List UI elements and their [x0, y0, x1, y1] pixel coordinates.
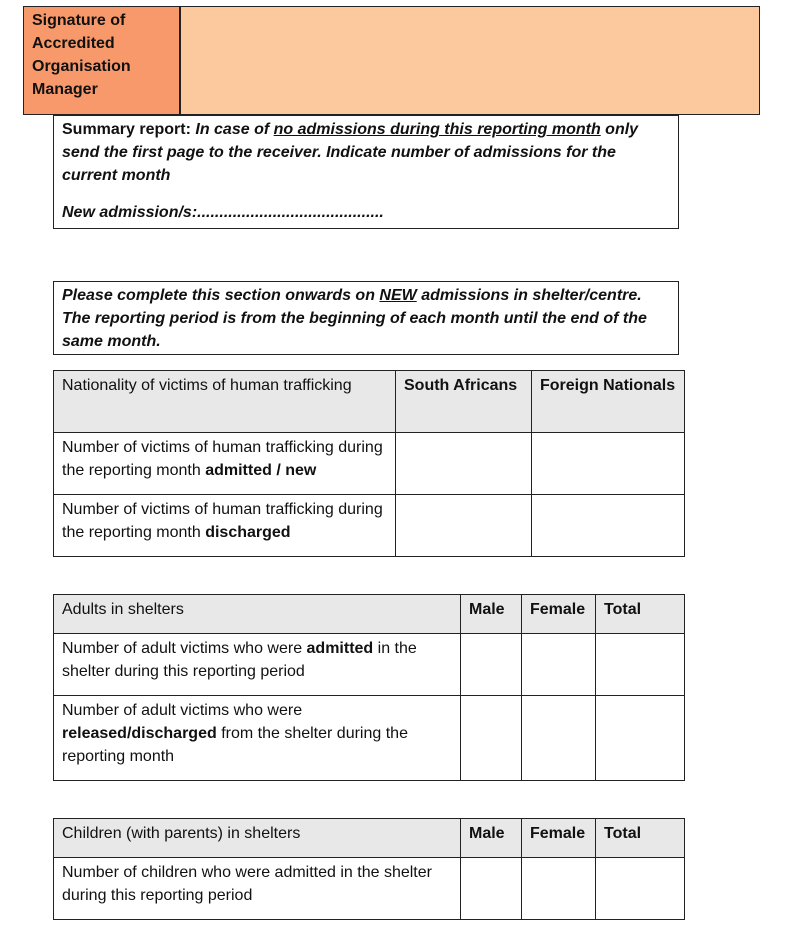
header-female: Female	[522, 819, 596, 858]
cell-foreign-admitted[interactable]	[532, 433, 685, 495]
table-row	[54, 495, 685, 557]
note-text-b: admissions in shelter/centre. The reporting period is from the beginning of each month until the end of the same month.	[62, 287, 647, 350]
row-text-bold: admitted / new	[205, 462, 317, 479]
cell-adult-admitted-female[interactable]	[522, 634, 596, 696]
note-text-a: Please complete this section onwards on	[62, 287, 380, 304]
table-row	[54, 634, 685, 696]
summary-report-box	[53, 115, 679, 229]
note-underlined: NEW	[379, 287, 417, 304]
row-text: Number of adult victims who were	[62, 702, 303, 719]
signature-field[interactable]	[179, 6, 760, 115]
row-label	[54, 634, 461, 696]
adults-table	[53, 594, 685, 781]
row-text-bold: released/discharged	[62, 725, 217, 742]
row-text: Number of victims of human trafficking during the reporting month	[62, 501, 383, 541]
table-row	[54, 696, 685, 781]
row-label	[54, 696, 461, 781]
cell-foreign-discharged[interactable]	[532, 495, 685, 557]
cell-adult-released-male[interactable]	[461, 696, 522, 781]
header-adults: Adults in shelters	[54, 595, 461, 634]
header-foreign-nationals: Foreign Nationals	[532, 371, 685, 433]
cell-adult-admitted-male[interactable]	[461, 634, 522, 696]
instruction-note-box	[53, 281, 679, 355]
row-text: Number of victims of human trafficking during the reporting month	[62, 439, 383, 479]
header-female: Female	[522, 595, 596, 634]
cell-south-africans-admitted[interactable]	[396, 433, 532, 495]
signature-label	[23, 6, 180, 115]
table-header-row	[54, 595, 685, 634]
row-text: in the shelter during this reporting period	[62, 640, 417, 680]
summary-text-b: only send the first page to the receiver. Indicate number of admissions for the current month	[62, 121, 639, 184]
summary-text-a: In case of	[190, 121, 274, 138]
children-table	[53, 818, 685, 920]
cell-child-admitted-male[interactable]	[461, 858, 522, 920]
cell-adult-released-female[interactable]	[522, 696, 596, 781]
row-text: Number of adult victims who were	[62, 640, 307, 657]
table-header-row	[54, 371, 685, 433]
new-admissions-field[interactable]: New admission/s:..........................................	[62, 204, 384, 221]
row-text: from the shelter during the reporting month	[62, 725, 408, 765]
header-south-africans: South Africans	[396, 371, 532, 433]
signature-label-text: Signature of Accredited Organisation Manager	[32, 12, 131, 98]
table-row	[54, 858, 685, 920]
summary-text	[62, 118, 670, 187]
header-male: Male	[461, 819, 522, 858]
summary-lead: Summary report:	[62, 121, 191, 138]
row-label: Number of children who were admitted in the shelter during this reporting period	[54, 858, 461, 920]
cell-adult-released-total[interactable]	[596, 696, 685, 781]
cell-south-africans-discharged[interactable]	[396, 495, 532, 557]
table-header-row	[54, 819, 685, 858]
cell-child-admitted-total[interactable]	[596, 858, 685, 920]
header-total: Total	[596, 819, 685, 858]
header-male: Male	[461, 595, 522, 634]
row-label	[54, 495, 396, 557]
header-nationality: Nationality of victims of human trafficking	[54, 371, 396, 433]
cell-adult-admitted-total[interactable]	[596, 634, 685, 696]
summary-underlined: no admissions during this reporting month	[273, 121, 601, 138]
cell-child-admitted-female[interactable]	[522, 858, 596, 920]
header-children: Children (with parents) in shelters	[54, 819, 461, 858]
row-text-bold: admitted	[306, 640, 374, 657]
row-text-bold: discharged	[205, 524, 291, 541]
nationality-table	[53, 370, 685, 557]
table-row	[54, 433, 685, 495]
row-label	[54, 433, 396, 495]
header-total: Total	[596, 595, 685, 634]
